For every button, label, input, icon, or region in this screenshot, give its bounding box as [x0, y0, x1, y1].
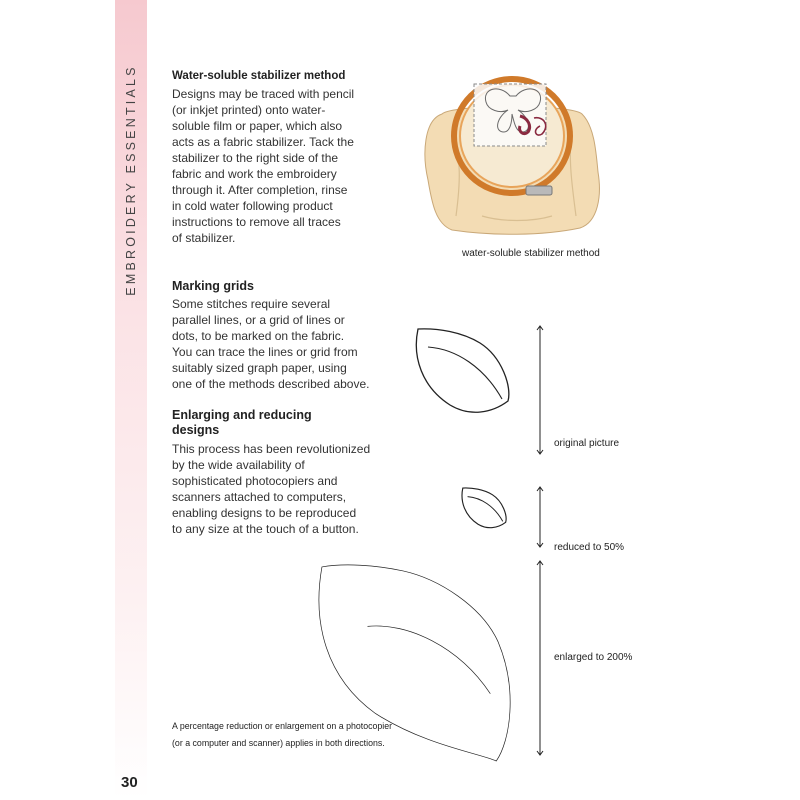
text-line: to any size at the touch of a button.	[172, 522, 359, 536]
marking-grids-heading: Marking grids	[172, 279, 254, 293]
text-line: enabling designs to be reproduced	[172, 506, 357, 520]
water-soluble-body	[172, 86, 354, 246]
enlarging-heading	[172, 408, 312, 438]
text-line: acts as a fabric stabilizer. Tack the	[172, 135, 354, 149]
text-line: of stabilizer.	[172, 231, 236, 245]
heading-line: Enlarging and reducing	[172, 408, 312, 422]
footnote-line: A percentage reduction or enlargement on a photocopier	[172, 721, 393, 731]
text-line: You can trace the lines or grid from	[172, 345, 358, 359]
enlarged-caption: enlarged to 200%	[554, 652, 633, 663]
text-line: suitably sized graph paper, using	[172, 361, 347, 375]
text-line: stabilizer to the right side of the	[172, 151, 339, 165]
text-line: sophisticated photocopiers and	[172, 474, 338, 488]
leaf-original	[410, 327, 515, 417]
size-arrow-original	[536, 326, 544, 454]
section-running-head: EMBROIDERY ESSENTIALS	[124, 64, 138, 296]
stabilizer-film	[474, 84, 546, 146]
text-line: in cold water following product	[172, 199, 333, 213]
size-arrow-reduced	[536, 487, 544, 547]
text-line: through it. After completion, rinse	[172, 183, 348, 197]
leaf-reduced	[459, 486, 509, 531]
marking-grids-body	[172, 296, 369, 392]
size-arrow-enlarged	[536, 561, 544, 755]
text-line: one of the methods described above.	[172, 377, 370, 391]
text-line: dots, to be marked on the fabric.	[172, 329, 345, 343]
hoop-caption: water-soluble stabilizer method	[462, 248, 600, 259]
text-line: This process has been revolutionized	[172, 442, 371, 456]
original-caption: original picture	[554, 438, 620, 449]
page-number: 30	[121, 774, 138, 791]
heading-line: designs	[172, 423, 220, 437]
illustration-footnote	[172, 718, 392, 751]
text-line: soluble film or paper, which also	[172, 119, 343, 133]
text-line: parallel lines, or a grid of lines or	[172, 313, 345, 327]
footnote-line: (or a computer and scanner) applies in both directions.	[172, 737, 385, 748]
text-line: fabric and work the embroidery	[172, 167, 337, 181]
water-soluble-heading: Water-soluble stabilizer method	[172, 70, 346, 82]
text-line: instructions to remove all traces	[172, 215, 341, 229]
embroidery-hoop-illustration	[422, 76, 602, 238]
text-line: Designs may be traced with pencil	[172, 87, 355, 101]
text-line: scanners attached to computers,	[172, 490, 347, 504]
text-line: Some stitches require several	[172, 297, 331, 311]
reduced-caption: reduced to 50%	[554, 542, 625, 553]
text-line: by the wide availability of	[172, 458, 305, 472]
enlarging-body	[172, 441, 370, 537]
hoop-screw	[526, 186, 552, 195]
text-line: (or inkjet printed) onto water-	[172, 103, 326, 117]
